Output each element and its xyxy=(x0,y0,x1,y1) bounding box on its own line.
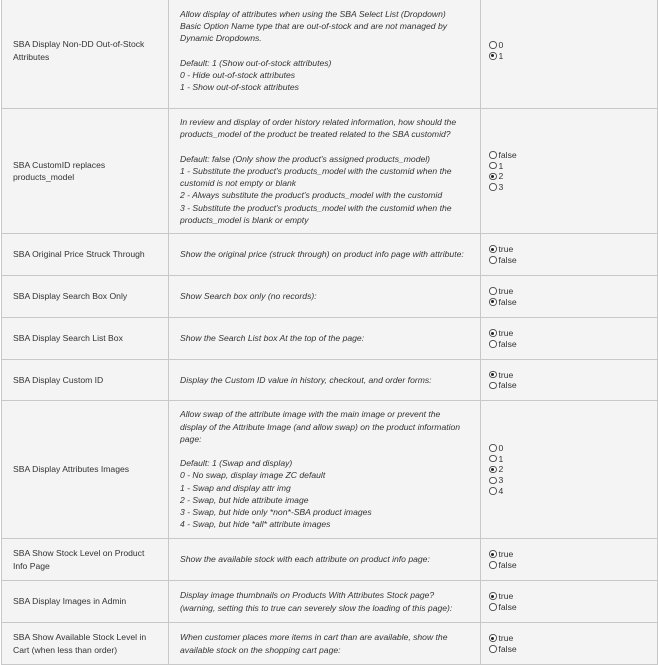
radio-option-label: 2 xyxy=(498,464,504,475)
setting-options xyxy=(481,318,658,360)
radio-option-label: false xyxy=(498,559,517,570)
radio-option-label: false xyxy=(498,338,517,349)
radio-button-checked[interactable] xyxy=(489,329,497,337)
description-line: Display image thumbnails on Products With Attributes Stock page? xyxy=(180,590,435,601)
radio-option[interactable] xyxy=(489,149,651,160)
setting-row xyxy=(2,539,658,581)
radio-option-label: true xyxy=(498,244,514,254)
radio-button-checked[interactable] xyxy=(489,550,497,558)
setting-options xyxy=(481,401,658,539)
radio-button[interactable] xyxy=(489,645,497,653)
setting-options xyxy=(481,276,658,318)
radio-option-label: 3 xyxy=(498,475,504,486)
description-line: Show the available stock with each attribute on product info page: xyxy=(180,554,430,565)
radio-button[interactable] xyxy=(489,561,497,569)
description-line: 2 - Swap, but hide attribute image xyxy=(180,494,309,505)
description-line: When customer places more items in cart than are available, show the xyxy=(180,632,448,643)
setting-name: SBA Display Custom ID xyxy=(2,360,169,401)
radio-option[interactable] xyxy=(489,182,651,193)
radio-option[interactable] xyxy=(489,40,651,51)
setting-options xyxy=(481,360,658,401)
radio-option-label: 1 xyxy=(498,453,504,464)
setting-description xyxy=(169,0,481,109)
radio-option[interactable] xyxy=(489,339,651,350)
description-line: Default: false (Only show the product's assigned products_model) xyxy=(180,153,431,164)
radio-button-checked[interactable] xyxy=(489,634,497,642)
setting-row xyxy=(2,109,658,234)
description-line: products_model of the product be treated related to the SBA customid? xyxy=(180,129,451,140)
description-line: (warning, setting this to true can severely slow the loading of this page): xyxy=(180,602,453,613)
description-line: 4 - Swap, but hide *all* attribute images xyxy=(180,519,331,530)
radio-button[interactable] xyxy=(489,455,497,463)
description-line: products_model is blank or empty xyxy=(180,214,309,225)
description-line: Show the Search List box At the top of the page: xyxy=(180,333,365,344)
radio-button[interactable] xyxy=(489,444,497,452)
radio-option-label: false xyxy=(498,601,517,612)
setting-description xyxy=(169,539,481,581)
setting-description xyxy=(169,318,481,360)
description-line: Allow swap of the attribute image with the main image or prevent the xyxy=(180,409,441,420)
radio-option-label: 0 xyxy=(498,40,504,50)
radio-option[interactable] xyxy=(489,171,651,182)
setting-options xyxy=(481,0,658,109)
radio-option[interactable] xyxy=(489,160,651,171)
description-line: Show Search box only (no records): xyxy=(180,291,317,302)
setting-name: SBA Display Attributes Images xyxy=(2,401,169,539)
setting-description xyxy=(169,401,481,539)
radio-option[interactable] xyxy=(489,380,651,391)
description-line: display of the Attribute Image (and allow swap) on the product information xyxy=(180,421,461,432)
radio-option-label: true xyxy=(498,633,514,643)
configuration-rows xyxy=(2,0,658,665)
description-line: 2 - Always substitute the product's products_model with the customid xyxy=(180,190,443,201)
description-line: Show the original price (struck through) on product info page with attribute: xyxy=(180,249,464,260)
setting-description xyxy=(169,109,481,234)
description-line xyxy=(180,44,472,56)
description-line: Display the Custom ID value in history, checkout, and order forms: xyxy=(180,374,432,385)
radio-button[interactable] xyxy=(489,183,497,191)
setting-options xyxy=(481,623,658,665)
setting-row xyxy=(2,401,658,539)
radio-option[interactable] xyxy=(489,297,651,308)
setting-description xyxy=(169,581,481,623)
radio-option[interactable] xyxy=(489,475,651,486)
setting-name: SBA Show Available Stock Level in Cart (when less than order) xyxy=(2,623,169,665)
description-line: 0 - Hide out-of-stock attributes xyxy=(180,69,296,80)
setting-row xyxy=(2,276,658,318)
radio-option-label: 2 xyxy=(498,171,504,182)
radio-option[interactable] xyxy=(489,602,651,613)
setting-name: SBA Display Search List Box xyxy=(2,318,169,360)
setting-description xyxy=(169,360,481,401)
radio-option[interactable] xyxy=(489,486,651,497)
description-line: In review and display of order history related information, how should the xyxy=(180,117,457,128)
radio-button[interactable] xyxy=(489,287,497,295)
radio-option[interactable] xyxy=(489,453,651,464)
description-line: Allow display of attributes when using the SBA Select List (Dropdown) xyxy=(180,8,446,19)
radio-button[interactable] xyxy=(489,151,497,159)
radio-button[interactable] xyxy=(489,477,497,485)
setting-row xyxy=(2,318,658,360)
radio-option[interactable] xyxy=(489,255,651,266)
setting-description xyxy=(169,276,481,318)
radio-button-checked[interactable] xyxy=(489,52,497,60)
radio-option-label: false xyxy=(498,643,517,654)
radio-option-label: 1 xyxy=(498,160,504,171)
setting-name: SBA CustomID replaces products_model xyxy=(2,109,169,234)
radio-option-label: false xyxy=(498,380,517,391)
setting-row xyxy=(2,581,658,623)
description-line: 3 - Swap, but hide only *non*-SBA product images xyxy=(180,507,372,518)
radio-button-checked[interactable] xyxy=(489,466,497,474)
radio-option-label: false xyxy=(498,254,517,265)
radio-option[interactable] xyxy=(489,443,651,454)
setting-options xyxy=(481,234,658,276)
setting-name: SBA Display Images in Admin xyxy=(2,581,169,623)
setting-row xyxy=(2,623,658,665)
radio-button[interactable] xyxy=(489,603,497,611)
radio-option-label: true xyxy=(498,369,514,380)
radio-button[interactable] xyxy=(489,162,497,170)
radio-option[interactable] xyxy=(489,644,651,655)
radio-option-label: true xyxy=(498,549,514,559)
description-line xyxy=(180,141,472,153)
setting-row xyxy=(2,234,658,276)
radio-button[interactable] xyxy=(489,256,497,264)
setting-name: SBA Display Non-DD Out-of-Stock Attributes xyxy=(2,0,169,109)
radio-option-label: true xyxy=(498,286,514,296)
radio-option[interactable] xyxy=(489,560,651,571)
description-line: Dynamic Dropdowns. xyxy=(180,33,262,44)
radio-button[interactable] xyxy=(489,41,497,49)
radio-button-checked[interactable] xyxy=(489,371,497,379)
description-line: 0 - No swap, display image ZC default xyxy=(180,470,326,481)
radio-button-checked[interactable] xyxy=(489,173,497,181)
description-line: Default: 1 (Show out-of-stock attributes) xyxy=(180,57,332,68)
setting-options xyxy=(481,539,658,581)
setting-name: SBA Original Price Struck Through xyxy=(2,234,169,276)
radio-option-label: true xyxy=(498,328,514,338)
setting-name: SBA Show Stock Level on Product Info Page xyxy=(2,539,169,581)
description-line: Default: 1 (Swap and display) xyxy=(180,458,293,469)
configuration-table xyxy=(1,0,658,665)
setting-description xyxy=(169,234,481,276)
description-line: 1 - Substitute the product's products_model with the customid when the xyxy=(180,165,452,176)
radio-option-label: false xyxy=(498,296,517,307)
radio-option-label: true xyxy=(498,591,514,601)
radio-option-label: false xyxy=(498,149,517,160)
description-line: available stock on the shopping cart page: xyxy=(180,644,341,655)
radio-button[interactable] xyxy=(489,382,497,390)
setting-name: SBA Display Search Box Only xyxy=(2,276,169,318)
description-line: 1 - Swap and display attr img xyxy=(180,482,291,493)
setting-options xyxy=(481,109,658,234)
description-line: Basic Option Name type that are out-of-stock and are not managed by xyxy=(180,21,448,31)
description-line: page: xyxy=(180,433,202,444)
radio-option[interactable] xyxy=(489,464,651,475)
setting-row xyxy=(2,0,658,109)
radio-option[interactable] xyxy=(489,51,651,62)
radio-button[interactable] xyxy=(489,487,497,495)
radio-option-label: 4 xyxy=(498,485,504,496)
description-line: 1 - Show out-of-stock attributes xyxy=(180,82,299,92)
setting-description xyxy=(169,623,481,665)
radio-button-checked[interactable] xyxy=(489,298,497,306)
radio-option-label: 1 xyxy=(498,50,504,61)
description-line xyxy=(180,445,472,457)
setting-options xyxy=(481,581,658,623)
radio-button-checked[interactable] xyxy=(489,245,497,253)
description-line: 3 - Substitute the product's products_model with the customid when the xyxy=(180,202,452,213)
radio-button-checked[interactable] xyxy=(489,592,497,600)
radio-option-label: 0 xyxy=(498,442,504,453)
radio-button[interactable] xyxy=(489,340,497,348)
description-line: customid is not empty or blank xyxy=(180,178,297,189)
radio-option-label: 3 xyxy=(498,182,504,193)
setting-row xyxy=(2,360,658,401)
